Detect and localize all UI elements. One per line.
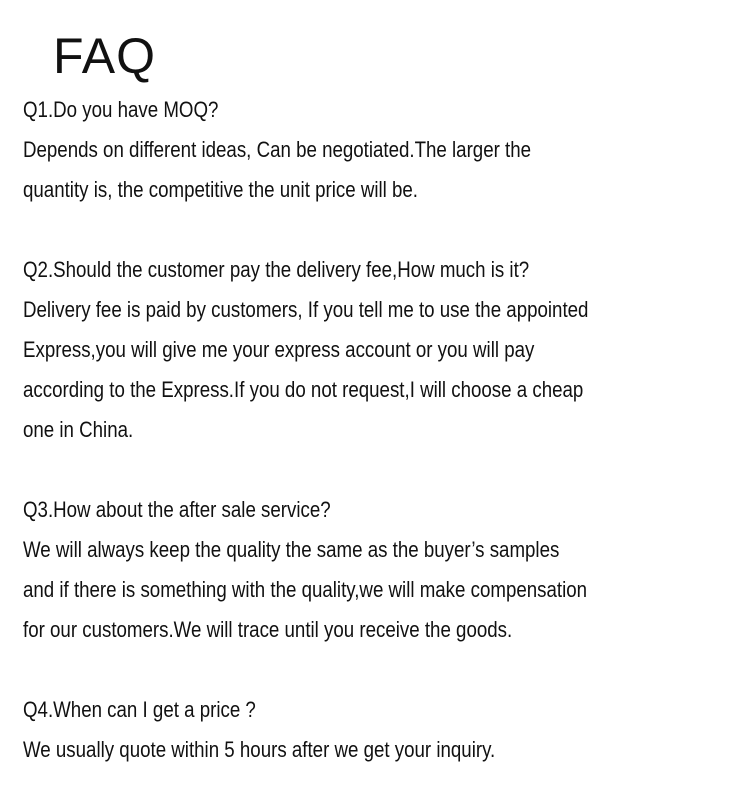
faq-answer-2-line-4: one in China. (23, 417, 134, 442)
faq-question-4: Q4.When can I get a price ? (23, 697, 256, 722)
faq-answer-3-line-3: for our customers.We will trace until you receive the goods. (23, 617, 513, 642)
faq-answer-4-line-1: We usually quote within 5 hours after we get your inquiry. (23, 737, 496, 762)
faq-answer-1-line-1: Depends on different ideas, Can be negotiated.The larger the (23, 137, 532, 162)
faq-question-1: Q1.Do you have MOQ? (23, 97, 219, 122)
faq-answer-2-line-1: Delivery fee is paid by customers, If you tell me to use the appointed (23, 297, 589, 322)
faq-question-2: Q2.Should the customer pay the delivery fee,How much is it? (23, 257, 530, 282)
page-title: FAQ (53, 28, 157, 84)
faq-answer-3-line-2: and if there is something with the quality,we will make compensation (23, 577, 588, 602)
faq-answer-2-line-3: according to the Express.If you do not request,I will choose a cheap (23, 377, 584, 402)
faq-question-3: Q3.How about the after sale service? (23, 497, 331, 522)
faq-answer-1-line-2: quantity is, the competitive the unit price will be. (23, 177, 418, 202)
faq-answer-2-line-2: Express,you will give me your express account or you will pay (23, 337, 535, 362)
faq-answer-3-line-1: We will always keep the quality the same as the buyer’s samples (23, 537, 560, 562)
